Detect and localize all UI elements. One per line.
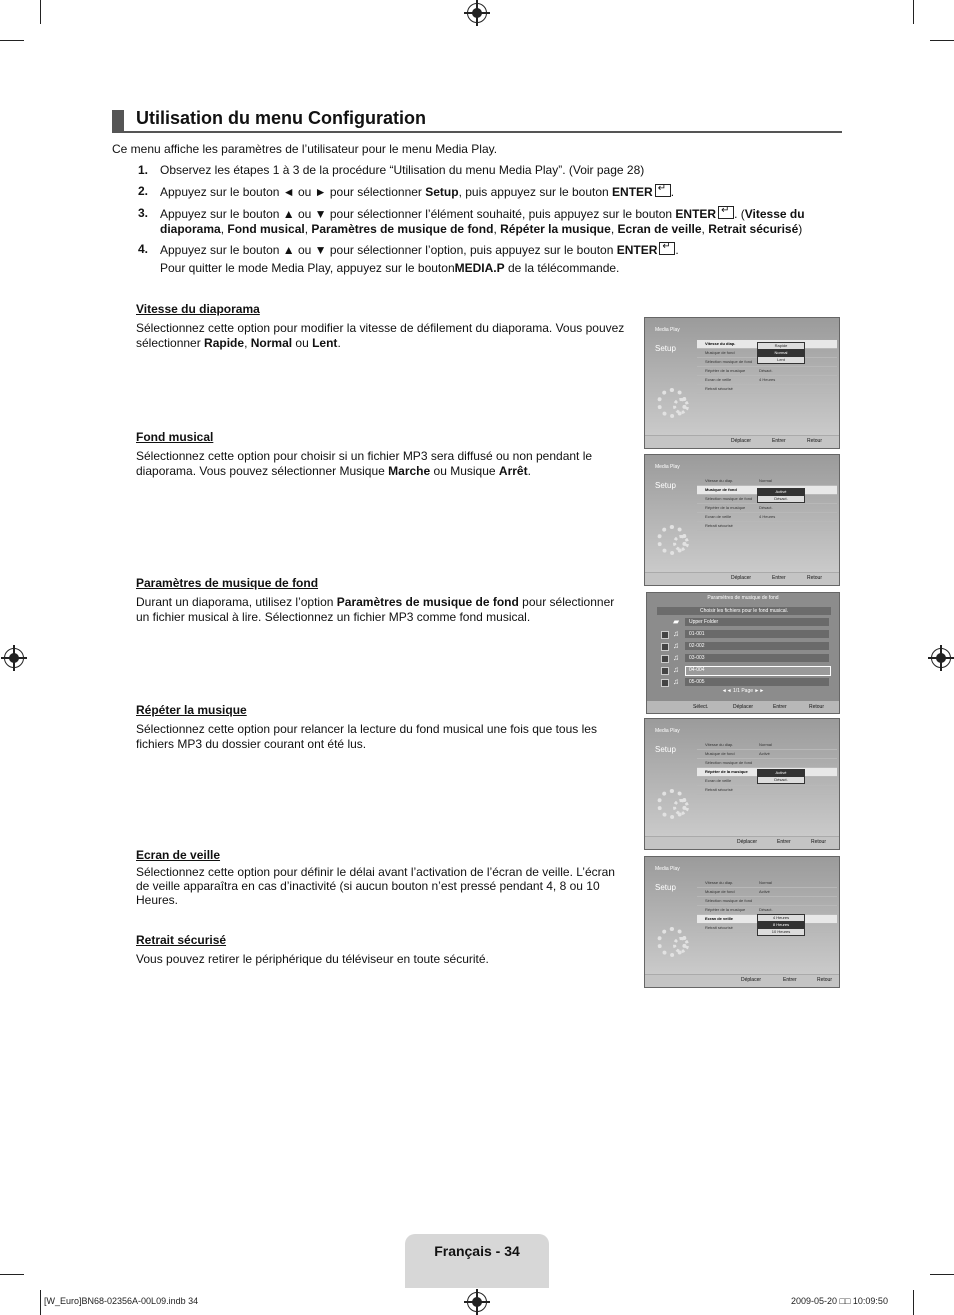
crop-mark [0,40,24,41]
osd-row[interactable]: Retrait sécurisé [697,924,837,933]
osd-row[interactable]: Ecran de veille 4 Heures [697,376,837,385]
osd-row[interactable]: Retrait sécurisé [697,786,837,795]
step-bold: Paramètres de musique de fond [311,221,494,236]
osd-nav-bar [645,836,839,849]
osd-row[interactable]: Vitesse du diap. Normal [697,741,837,750]
registration-mark-icon [467,3,487,23]
osd-screen-repeter [644,718,840,850]
osd-row[interactable]: Répéter de la musique Désact. [697,504,837,513]
step-text: , [701,221,709,236]
step-text: . [670,185,675,199]
move-label: Déplacer [733,704,754,710]
music-note-icon: ♫ [673,677,679,686]
osd-row[interactable]: Ecran de veille 4 Heures [697,513,837,522]
step-number: 3. [138,206,149,220]
move-label: Déplacer [737,839,758,845]
footer-date: 2009-05-20 □□ 10:09:50 [791,1296,888,1306]
media-play-logo: Media Play [655,866,680,872]
osd-row[interactable]: Répéter de la musique Désact. [697,367,837,376]
step-text: , [220,221,228,236]
osd-screen-ecran [644,856,840,988]
step-bold: ENTER [675,207,717,221]
osd-screen-file-browser [646,592,840,714]
section-text-repeter: Sélectionnez cette option pour relancer la lecture du fond musical une fois que tous les fichiers MP3 du dossier courant ont été lus. [136,722,597,751]
gear-icon [673,937,689,953]
enter-label: Entrer [783,977,797,983]
step-text: , [493,221,501,236]
section-text-params: Durant un diaporama, utilisez l’option Paramètres de musique de fond pour sélectionner un fichier musical à lire. Sélectionnez un fichier MP3 comme fond musical. [136,595,615,624]
back-label: Retour [811,839,827,845]
osd-option[interactable]: Désact. [757,776,805,784]
osd-row[interactable]: Retrait sécurisé [697,522,837,531]
setup-label: Setup [655,344,676,353]
osd-row[interactable]: Sélection musique de fond [697,759,837,768]
move-label: Déplacer [741,977,762,983]
osd-option[interactable]: 4 Heures [757,914,805,922]
gear-icon [673,799,689,815]
step-bold: Répéter la musique [500,221,611,236]
step-bold: ENTER [616,243,658,257]
browser-subtitle: Choisir les fichiers pour le fond musical. [657,607,831,615]
file-row[interactable]: ♫ 05-005 [659,677,829,687]
music-note-icon: ♫ [673,629,679,638]
folder-icon: ▰ [673,617,680,626]
osd-row[interactable]: Retrait sécurisé [697,385,837,394]
step-number: 4. [138,242,149,256]
osd-nav-bar [645,974,839,987]
setup-label: Setup [655,883,676,892]
step-bold: ENTER [612,185,653,199]
step-text: . ( [734,207,745,221]
media-play-logo: Media Play [655,464,680,470]
osd-row[interactable]: Répéter de la musique Désact. [697,906,837,915]
step-bold: Ecran de veille [617,221,702,236]
osd-row[interactable]: Sélection musique de fond [697,358,837,367]
registration-mark-icon [467,1292,487,1312]
enter-icon [659,242,675,255]
step-text: , [610,221,618,236]
enter-icon [718,206,734,219]
crop-mark [40,0,41,24]
osd-menu [697,741,837,795]
section-text-vitesse: Sélectionnez cette option pour modifier la vitesse de défilement du diaporama. Vous pouvez sélectionner Rapide, Normal ou Lent. [136,321,625,350]
osd-row[interactable]: Vitesse du diap. [697,340,837,349]
step-bold: Retrait sécurisé [708,221,799,236]
osd-menu [697,477,837,531]
upper-folder-row[interactable]: ▰ Upper Folder [659,617,829,627]
enter-icon [655,184,671,197]
osd-option[interactable]: 8 Heures [757,921,805,929]
osd-row[interactable]: Sélection musique de fond [697,495,837,504]
step-text: Appuyez sur le bouton ▲ ou ▼ pour sélectionner l’élément souhaité, puis appuyez sur le bouton [160,207,676,221]
osd-row[interactable]: Vitesse du diap. Normal [697,879,837,888]
back-label: Retour [809,704,825,710]
step-text: Pour quitter le mode Media Play, appuyez sur le bouton [160,260,455,275]
back-label: Retour [807,438,823,444]
section-heading-params: Paramètres de musique de fond [136,576,319,590]
back-label: Retour [807,575,823,581]
osd-row[interactable]: Ecran de veille [697,777,837,786]
section-heading-retrait: Retrait sécurisé [136,933,227,947]
registration-mark-icon [4,648,24,668]
osd-option[interactable]: Désact. [757,495,805,503]
osd-option[interactable]: Lent [757,356,805,364]
step-number: 2. [138,184,149,198]
music-note-icon: ♫ [673,641,679,650]
osd-option[interactable]: Activé [757,769,805,777]
media-play-logo: Media Play [655,327,680,333]
checkbox[interactable] [661,679,669,687]
section-heading-fond: Fond musical [136,430,214,444]
move-label: Déplacer [731,438,752,444]
page-number: Français - 34 [434,1243,520,1259]
media-play-logo: Media Play [655,728,680,734]
crop-mark [0,1274,24,1275]
osd-row[interactable]: Musique de fond [697,486,837,495]
osd-option[interactable]: 10 Heures [757,928,805,936]
browser-header: Paramètres de musique de fond [707,595,779,601]
osd-row[interactable]: Ecran de veille [697,915,837,924]
step-text: Appuyez sur le bouton ◄ ou ► pour sélectionner [160,185,426,199]
osd-option[interactable]: Rapide [757,342,805,350]
step-bold: MEDIA.P [454,260,505,275]
step-text: , puis appuyez sur le bouton [458,185,613,199]
section-heading-vitesse: Vitesse du diaporama [136,302,260,316]
checkbox[interactable] [661,631,669,639]
checkbox[interactable] [661,667,669,675]
section-heading-ecran: Ecran de veille [136,848,221,862]
osd-row[interactable]: Vitesse du diap. Normal [697,477,837,486]
step-number: 1. [138,163,149,177]
step-bold: Vitesse du diaporama [160,207,805,236]
osd-row[interactable]: Musique de fond [697,349,837,358]
select-label: Sélect. [693,704,709,710]
osd-screen-fond [644,454,840,586]
page-indicator: ◄◄ 1/1 Page ►► [721,688,765,694]
osd-screen-vitesse [644,317,840,449]
file-row[interactable]: ♫ 01-001 [659,629,829,639]
osd-option[interactable]: Normal [757,349,805,357]
gear-icon [673,398,689,414]
back-label: Retour [817,977,833,983]
osd-row[interactable]: Musique de fond Activé [697,750,837,759]
footer-file: [W_Euro]BN68-02356A-00L09.indb 34 [44,1296,199,1306]
crop-mark [930,40,954,41]
move-label: Déplacer [731,575,752,581]
registration-mark-icon [931,648,951,668]
osd-option[interactable]: Activé [757,488,805,496]
crop-mark [930,1274,954,1275]
step-text: ) [798,221,803,236]
osd-nav-bar [647,701,839,713]
section-text-retrait: Vous pouvez retirer le périphérique du téléviseur en toute sécurité. [136,952,489,966]
osd-nav-bar [645,572,839,585]
step-bold: Fond musical [227,221,305,236]
setup-label: Setup [655,481,676,490]
step-bold: Setup [425,185,459,199]
music-note-icon: ♫ [673,653,679,662]
setup-label: Setup [655,745,676,754]
music-note-icon: ♫ [673,665,679,674]
title-underline [112,131,842,133]
section-text-ecran: Sélectionnez cette option pour définir le délai avant l’activation de l’écran de veille. L’écran de veille apparaîtra en cas d’inactivité (si aucun bouton n’est pressé pendant 4, 8 ou 10 Heures. [136,865,615,907]
enter-label: Entrer [772,438,786,444]
step-text: Observez les étapes 1 à 3 de la procédure “Utilisation du menu Media Play”. (Voir page 28) [160,163,645,177]
osd-row[interactable]: Sélection musique de fond [697,897,837,906]
checkbox[interactable] [661,643,669,651]
gear-icon [673,535,689,551]
step-text: . [675,243,679,257]
osd-nav-bar [645,435,839,448]
section-text-fond: Sélectionnez cette option pour choisir si un fichier MP3 sera diffusé ou non pendant le diaporama. Vous pouvez sélectionner Musique Marche ou Musique Arrêt. [136,449,593,478]
osd-row[interactable]: Répéter de la musique [697,768,837,777]
file-row[interactable]: ♫ 03-003 [659,653,829,663]
crop-mark [913,1290,914,1315]
file-row[interactable]: ♫ 04-004 [659,665,829,675]
checkbox[interactable] [661,655,669,663]
title-marker [112,110,124,132]
section-heading-repeter: Répéter la musique [136,703,247,717]
crop-mark [40,1290,41,1315]
file-row[interactable]: ♫ 02-002 [659,641,829,651]
step-text: Appuyez sur le bouton ▲ ou ▼ pour sélectionner l’option, puis appuyez sur le bouton [160,243,617,257]
crop-mark [913,0,914,24]
enter-label: Entrer [772,575,786,581]
step-text: de la télécommande. [504,260,620,275]
page-title: Utilisation du menu Configuration [136,108,426,128]
osd-row[interactable]: Musique de fond Activé [697,888,837,897]
enter-label: Entrer [777,839,791,845]
intro-text: Ce menu affiche les paramètres de l’utilisateur pour le menu Media Play. [112,142,498,156]
enter-label: Entrer [773,704,787,710]
step-text: , [304,221,312,236]
